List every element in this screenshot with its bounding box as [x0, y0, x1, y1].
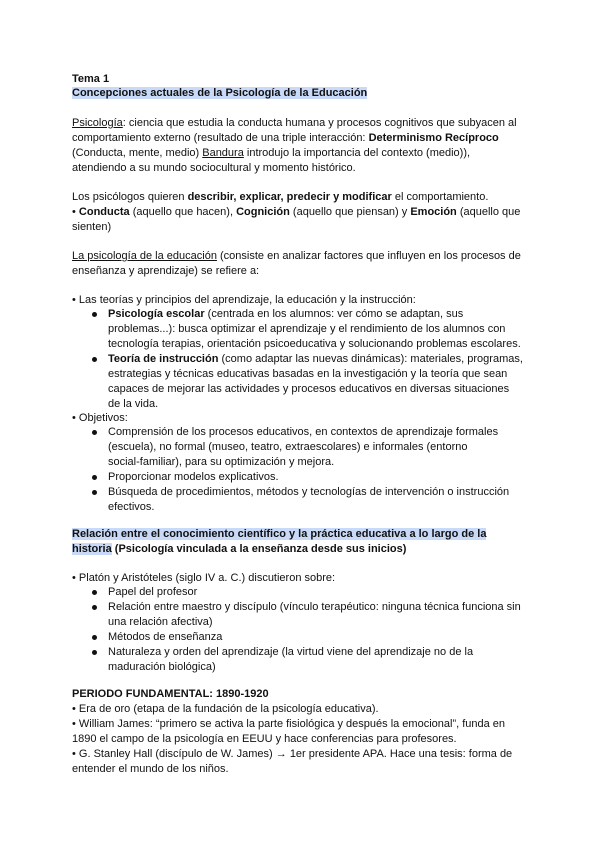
psicoedu-term: La psicología de la educación — [72, 250, 217, 262]
platon-item-4-line-1: Naturaleza y orden del aprendizaje (la virtud viene del aprendizaje no de la — [108, 646, 474, 658]
instr-line-2: estrategias y técnicas educativas basadas en la investigación y la teoría que sean — [108, 368, 508, 380]
goals-line-2: • Conducta (aquello que hacen), Cognición (aquello que piensan) y Emoción (aquello que — [72, 206, 521, 218]
goals-line-1: Los psicólogos quieren describir, explicar, predecir y modificar el comportamiento. — [72, 191, 489, 203]
objetivo-1-line-3: social-familiar), para su optimización y mejora. — [108, 456, 335, 468]
bullet-dot — [92, 650, 97, 655]
intro-line-4: atendiendo a su mundo sociocultural y momento histórico. — [72, 162, 356, 174]
objetivo-3-line-2: efectivos. — [108, 501, 155, 513]
objetivos-header: • Objetivos: — [72, 412, 128, 424]
bullet-dot — [92, 590, 97, 595]
intro-line-3: (Conducta, mente, medio) Bandura introdujo la importancia del contexto (medio)), — [72, 147, 471, 159]
psicoedu-line-1: La psicología de la educación (consiste en analizar factores que influyen en los procesos de — [72, 250, 521, 262]
psicoedu-line-2: enseñanza y aprendizaje) se refiere a: — [72, 265, 260, 277]
escolar-line-3: tecnología terapias, orientación psicoeducativa y solucionando problemas escolares. — [108, 338, 521, 350]
instr-line-3: capaces de mejorar las actividades y procesos educativos en diversas situaciones — [108, 383, 510, 395]
objetivo-1-line-1: Comprensión de los procesos educativos, en contextos de aprendizaje formales — [108, 426, 499, 438]
periodo-title: PERIODO FUNDAMENTAL: 1890-1920 — [72, 688, 269, 700]
section-heading-text: Concepciones actuales de la Psicología de la Educación — [72, 87, 368, 99]
bullet-dot — [92, 357, 97, 362]
teorias-header: • Las teorías y principios del aprendizaje, la educación y la instrucción: — [72, 294, 416, 306]
platon-item-1: Papel del profesor — [108, 586, 198, 598]
periodo-line-4: • G. Stanley Hall (discípulo de W. James) → 1er presidente APA. Hace una tesis: forma de — [72, 748, 513, 760]
instr-line-1: Teoría de instrucción (como adaptar las nuevas dinámicas): materiales, programas, — [108, 353, 523, 365]
section-heading — [72, 86, 367, 101]
objetivo-2: Proporcionar modelos explicativos. — [108, 471, 279, 483]
platon-item-2-line-2: una relación afectiva) — [108, 616, 213, 628]
platon-item-2-line-1: Relación entre maestro y discípulo (vínculo terapéutico: ninguna técnica funciona sin — [108, 601, 521, 613]
escolar-line-2: problemas...): busca optimizar el aprendizaje y el rendimiento de los alumnos con — [108, 323, 506, 335]
bullet-dot — [92, 475, 97, 480]
objetivo-3-line-1: Búsqueda de procedimientos, métodos y tecnologías de intervención o instrucción — [108, 486, 510, 498]
bandura-term: Bandura — [202, 147, 244, 159]
intro-line-2: comportamiento externo (resultado de una triple interacción: Determinismo Recíproco — [72, 132, 499, 144]
determinismo-reciproco: Determinismo Recíproco — [368, 132, 499, 144]
relacion-heading-line-1: Relación entre el conocimiento científico y la práctica educativa a lo largo de la — [72, 528, 487, 540]
instr-line-4: de la vida. — [108, 398, 159, 410]
periodo-line-5: entender el mundo de los niños. — [72, 763, 229, 775]
intro-line-1: Psicología: ciencia que estudia la conducta humana y procesos cognitivos que subyacen al — [72, 117, 517, 129]
bullet-dot — [92, 312, 97, 317]
periodo-line-1: • Era de oro (etapa de la fundación de la psicología educativa). — [72, 703, 379, 715]
psicologia-term: Psicología — [72, 117, 123, 129]
topic-number: Tema 1 — [72, 73, 110, 85]
relacion-heading-line-2: historia (Psicología vinculada a la enseñanza desde sus inicios) — [72, 543, 407, 555]
platon-item-3: Métodos de enseñanza — [108, 631, 223, 643]
objetivo-1-line-2: (escuela), no formal (museo, teatro, extraescolares) e informales (entorno — [108, 441, 468, 453]
periodo-line-2: • William James: “primero se activa la parte fisiológica y después la emocional”, funda en — [72, 718, 506, 730]
bullet-dot — [92, 605, 97, 610]
bullet-dot — [92, 430, 97, 435]
periodo-line-3: 1890 el campo de la psicología en EEUU y hace conferencias para profesores. — [72, 733, 457, 745]
escolar-line-1: Psicología escolar (centrada en los alumnos: ver cómo se adaptan, sus — [108, 308, 464, 320]
bullet-dot — [92, 635, 97, 640]
platon-header: • Platón y Aristóteles (siglo IV a. C.) discutieron sobre: — [72, 572, 336, 584]
goals-line-3: sienten) — [72, 221, 112, 233]
bullet-dot — [92, 490, 97, 495]
platon-item-4-line-2: maduración biológica) — [108, 661, 216, 673]
